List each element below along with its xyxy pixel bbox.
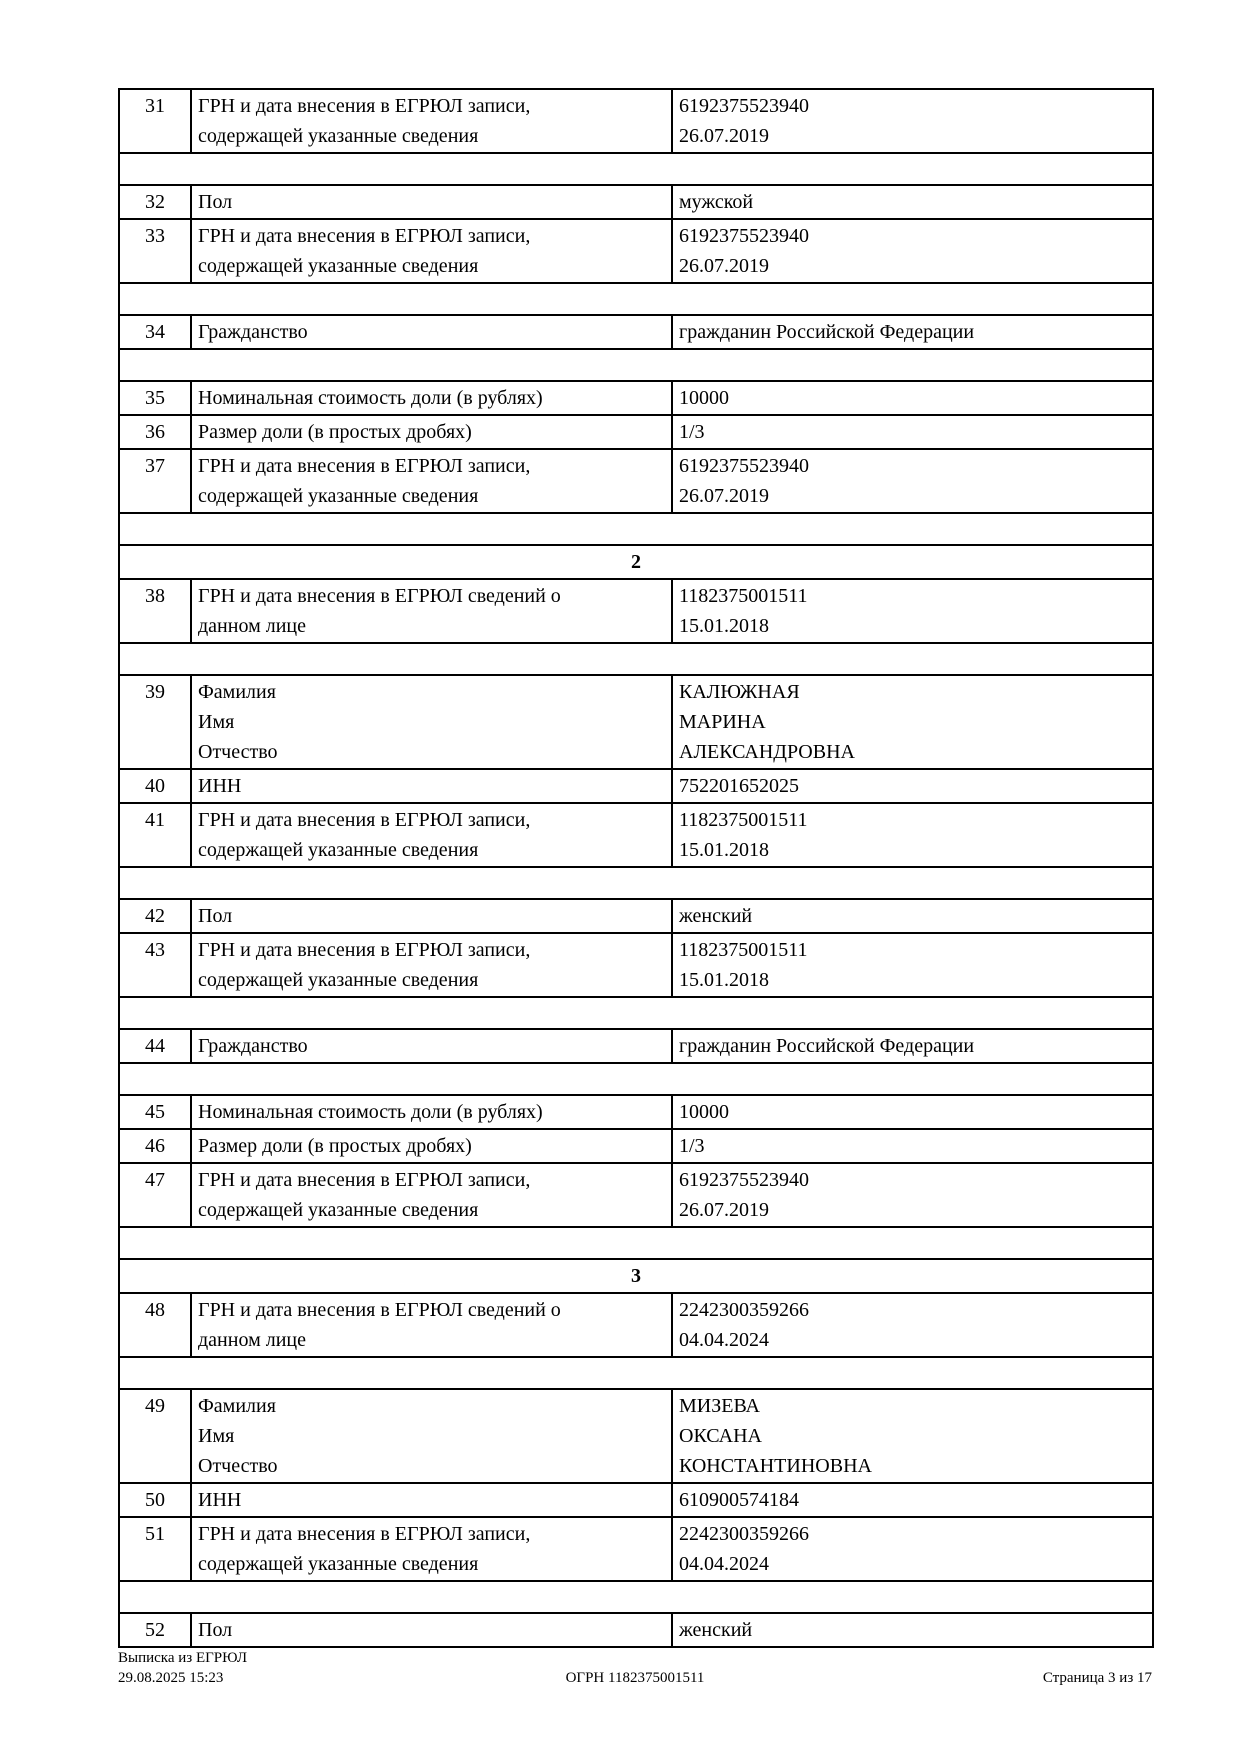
spacer-row	[119, 1357, 1153, 1389]
section-header-row	[119, 1259, 1153, 1293]
row-number: 43	[119, 933, 191, 997]
row-number: 50	[119, 1483, 191, 1517]
table-row	[119, 1163, 1153, 1227]
row-label: Номинальная стоимость доли (в рублях)	[191, 1095, 672, 1129]
row-label: ИНН	[191, 769, 672, 803]
row-number: 52	[119, 1613, 191, 1647]
spacer-cell	[119, 513, 1153, 545]
row-number: 33	[119, 219, 191, 283]
spacer-row	[119, 1227, 1153, 1259]
table-row	[119, 675, 1153, 769]
table-row	[119, 415, 1153, 449]
row-number: 49	[119, 1389, 191, 1483]
row-label: Пол	[191, 1613, 672, 1647]
row-label: ГРН и дата внесения в ЕГРЮЛ записи, содержащей указанные сведения	[191, 1163, 672, 1227]
row-value: 1182375001511 15.01.2018	[672, 933, 1153, 997]
spacer-cell	[119, 1227, 1153, 1259]
spacer-cell	[119, 867, 1153, 899]
spacer-cell	[119, 349, 1153, 381]
egrul-table-body	[119, 89, 1153, 1647]
row-number: 31	[119, 89, 191, 153]
row-label: ГРН и дата внесения в ЕГРЮЛ записи, содержащей указанные сведения	[191, 219, 672, 283]
spacer-cell	[119, 1357, 1153, 1389]
row-number: 40	[119, 769, 191, 803]
spacer-row	[119, 643, 1153, 675]
row-label: ГРН и дата внесения в ЕГРЮЛ записи, содержащей указанные сведения	[191, 89, 672, 153]
table-row	[119, 1483, 1153, 1517]
table-row	[119, 803, 1153, 867]
spacer-row	[119, 513, 1153, 545]
row-number: 34	[119, 315, 191, 349]
row-value: женский	[672, 1613, 1153, 1647]
row-label: ГРН и дата внесения в ЕГРЮЛ сведений о данном лице	[191, 1293, 672, 1357]
row-value: 1182375001511 15.01.2018	[672, 803, 1153, 867]
table-row	[119, 1389, 1153, 1483]
row-value: 6192375523940 26.07.2019	[672, 449, 1153, 513]
page-footer	[118, 1648, 1152, 1688]
row-number: 47	[119, 1163, 191, 1227]
table-row	[119, 1517, 1153, 1581]
spacer-cell	[119, 643, 1153, 675]
table-row	[119, 769, 1153, 803]
row-number: 42	[119, 899, 191, 933]
section-header-row	[119, 545, 1153, 579]
row-value: 6192375523940 26.07.2019	[672, 219, 1153, 283]
row-value: 1/3	[672, 1129, 1153, 1163]
egrul-table	[118, 88, 1154, 1648]
table-row	[119, 381, 1153, 415]
row-number: 48	[119, 1293, 191, 1357]
row-label: ГРН и дата внесения в ЕГРЮЛ записи, содержащей указанные сведения	[191, 449, 672, 513]
table-row	[119, 89, 1153, 153]
row-value: гражданин Российской Федерации	[672, 315, 1153, 349]
row-value: 1182375001511 15.01.2018	[672, 579, 1153, 643]
spacer-row	[119, 1581, 1153, 1613]
row-label: ИНН	[191, 1483, 672, 1517]
row-value: КАЛЮЖНАЯ МАРИНА АЛЕКСАНДРОВНА	[672, 675, 1153, 769]
row-number: 44	[119, 1029, 191, 1063]
row-label: Гражданство	[191, 315, 672, 349]
footer-timestamp: 29.08.2025 15:23	[118, 1670, 224, 1686]
footer-page-number: Страница 3 из 17	[1042, 1670, 1152, 1686]
spacer-cell	[119, 997, 1153, 1029]
row-number: 35	[119, 381, 191, 415]
spacer-row	[119, 283, 1153, 315]
spacer-cell	[119, 1063, 1153, 1095]
row-number: 41	[119, 803, 191, 867]
row-label: ГРН и дата внесения в ЕГРЮЛ записи, содержащей указанные сведения	[191, 933, 672, 997]
table-row	[119, 1095, 1153, 1129]
row-value: женский	[672, 899, 1153, 933]
table-row	[119, 1129, 1153, 1163]
footer-doc-title: Выписка из ЕГРЮЛ	[118, 1650, 247, 1666]
footer-left-block	[118, 1648, 566, 1688]
row-number: 38	[119, 579, 191, 643]
row-value: 10000	[672, 381, 1153, 415]
footer-ogrn: ОГРН 1182375001511	[565, 1670, 705, 1686]
table-row	[119, 933, 1153, 997]
table-row	[119, 449, 1153, 513]
row-label: Размер доли (в простых дробях)	[191, 415, 672, 449]
row-label: Номинальная стоимость доли (в рублях)	[191, 381, 672, 415]
section-header: 3	[119, 1259, 1153, 1293]
table-row	[119, 315, 1153, 349]
row-number: 37	[119, 449, 191, 513]
row-value: гражданин Российской Федерации	[672, 1029, 1153, 1063]
table-row	[119, 899, 1153, 933]
spacer-cell	[119, 1581, 1153, 1613]
row-label: Гражданство	[191, 1029, 672, 1063]
row-label: ГРН и дата внесения в ЕГРЮЛ сведений о данном лице	[191, 579, 672, 643]
row-number: 51	[119, 1517, 191, 1581]
row-number: 39	[119, 675, 191, 769]
table-row	[119, 185, 1153, 219]
row-value: 10000	[672, 1095, 1153, 1129]
row-value: МИЗЕВА ОКСАНА КОНСТАНТИНОВНА	[672, 1389, 1153, 1483]
spacer-row	[119, 349, 1153, 381]
table-row	[119, 1293, 1153, 1357]
row-number: 46	[119, 1129, 191, 1163]
row-value: мужской	[672, 185, 1153, 219]
row-value: 6192375523940 26.07.2019	[672, 1163, 1153, 1227]
spacer-row	[119, 997, 1153, 1029]
row-value: 2242300359266 04.04.2024	[672, 1517, 1153, 1581]
spacer-cell	[119, 153, 1153, 185]
row-label: ГРН и дата внесения в ЕГРЮЛ записи, содержащей указанные сведения	[191, 1517, 672, 1581]
section-header: 2	[119, 545, 1153, 579]
row-value: 6192375523940 26.07.2019	[672, 89, 1153, 153]
row-label: Фамилия Имя Отчество	[191, 1389, 672, 1483]
row-value: 2242300359266 04.04.2024	[672, 1293, 1153, 1357]
table-row	[119, 219, 1153, 283]
table-row	[119, 1029, 1153, 1063]
table-row	[119, 579, 1153, 643]
row-label: Фамилия Имя Отчество	[191, 675, 672, 769]
row-value: 752201652025	[672, 769, 1153, 803]
row-label: Пол	[191, 185, 672, 219]
row-number: 32	[119, 185, 191, 219]
row-label: Размер доли (в простых дробях)	[191, 1129, 672, 1163]
spacer-row	[119, 153, 1153, 185]
row-value: 610900574184	[672, 1483, 1153, 1517]
row-number: 36	[119, 415, 191, 449]
spacer-row	[119, 867, 1153, 899]
table-row	[119, 1613, 1153, 1647]
spacer-row	[119, 1063, 1153, 1095]
row-label: Пол	[191, 899, 672, 933]
spacer-cell	[119, 283, 1153, 315]
row-label: ГРН и дата внесения в ЕГРЮЛ записи, содержащей указанные сведения	[191, 803, 672, 867]
row-number: 45	[119, 1095, 191, 1129]
row-value: 1/3	[672, 415, 1153, 449]
